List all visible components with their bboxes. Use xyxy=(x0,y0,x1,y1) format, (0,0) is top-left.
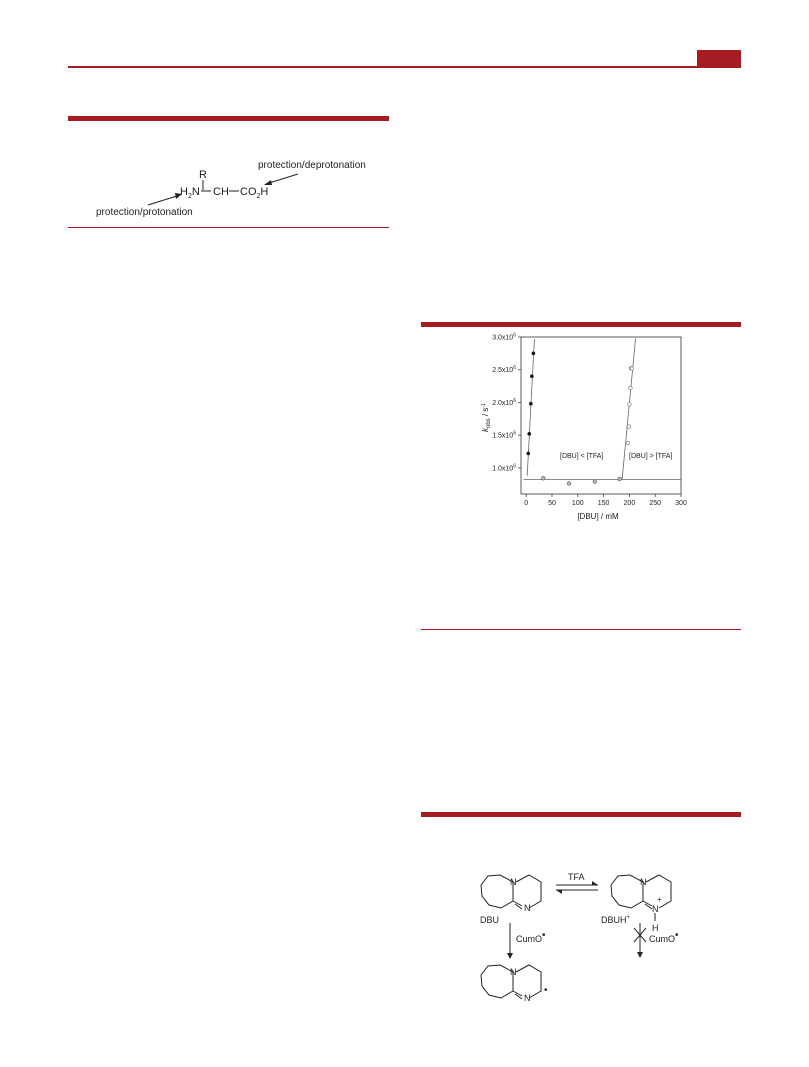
data-point-filled xyxy=(527,432,531,436)
annotation-left: [DBU] < [TFA] xyxy=(560,453,604,460)
down-arrowhead-left xyxy=(507,953,513,959)
header-rule xyxy=(68,66,741,68)
dbuh-n2: N xyxy=(652,904,659,914)
cumo-left: CumO• xyxy=(516,930,546,944)
label-deprotonation: protection/deprotonation xyxy=(258,160,366,171)
x-tick-label: 200 xyxy=(623,500,636,507)
x-tick-label: 150 xyxy=(597,500,610,507)
x-axis-label: [DBU] / mM xyxy=(577,512,619,521)
scheme1-amino-acid xyxy=(68,121,389,225)
kinetics-chart xyxy=(421,327,741,527)
data-point-filled xyxy=(530,374,534,378)
x-tick-label: 300 xyxy=(675,500,687,507)
data-point-filled xyxy=(529,402,533,406)
data-point-filled xyxy=(532,352,536,356)
data-point-open xyxy=(630,367,634,371)
data-point-gray xyxy=(541,477,545,481)
annotation-right: [DBU] > [TFA] xyxy=(629,453,673,460)
arrow-protonation xyxy=(148,195,180,205)
x-tick-label: 100 xyxy=(571,500,584,507)
x-tick-label: 50 xyxy=(548,500,556,507)
dbu-n2: N xyxy=(524,903,531,913)
dbu-label: DBU xyxy=(480,915,500,925)
reverse-arrowhead xyxy=(556,890,562,894)
product-radical-dot: • xyxy=(544,985,548,996)
acid-group: $CO_2H$ xyxy=(240,186,269,200)
cumo-right: CumO• xyxy=(649,930,679,944)
data-point-open xyxy=(626,441,630,445)
plot-frame xyxy=(521,337,681,494)
label-protonation: protection/protonation xyxy=(96,207,193,218)
amine-group: $H_2N$ xyxy=(180,186,200,200)
y-tick-label: $1.5x10^6$ xyxy=(492,430,516,440)
scheme2-dbu-reaction xyxy=(421,817,741,1017)
data-point-gray xyxy=(567,482,571,486)
alpha-carbon-label: CH xyxy=(213,186,229,198)
scheme1-bottom-rule xyxy=(68,227,389,228)
y-tick-label: $3.0x10^6$ xyxy=(492,332,516,342)
data-point-open xyxy=(628,403,632,407)
dbuh-h: H xyxy=(652,923,659,933)
y-tick-label: $2.5x10^6$ xyxy=(492,365,516,375)
data-point-open xyxy=(627,425,631,429)
data-point-open xyxy=(629,386,633,390)
product-n1: N xyxy=(510,967,517,977)
dbu-n1: N xyxy=(510,877,517,887)
x-tick-label: 0 xyxy=(524,500,529,507)
x-tick-label: 250 xyxy=(649,500,662,507)
forward-arrowhead xyxy=(592,881,598,885)
substituent-r: R xyxy=(199,169,207,181)
figure-bottom-rule xyxy=(421,629,741,630)
y-tick-label: $2.0x10^6$ xyxy=(492,397,516,407)
data-point-gray xyxy=(618,477,622,481)
y-axis-label: $k_{obs} / s^{-1}$ xyxy=(481,403,492,432)
header-tab xyxy=(697,50,741,66)
arrowhead-deprotonation xyxy=(264,180,272,185)
dbuh-n1: N xyxy=(640,877,647,887)
down-arrowhead-right xyxy=(637,952,643,958)
product-n2: N xyxy=(524,993,531,1003)
data-point-gray xyxy=(593,480,597,484)
dbuh-label: DBUH+ xyxy=(601,915,631,925)
tfa-label: TFA xyxy=(568,872,585,882)
dbuh-plus: + xyxy=(657,895,662,904)
y-tick-label: $1.0x10^6$ xyxy=(492,463,516,473)
data-point-filled xyxy=(526,452,530,456)
